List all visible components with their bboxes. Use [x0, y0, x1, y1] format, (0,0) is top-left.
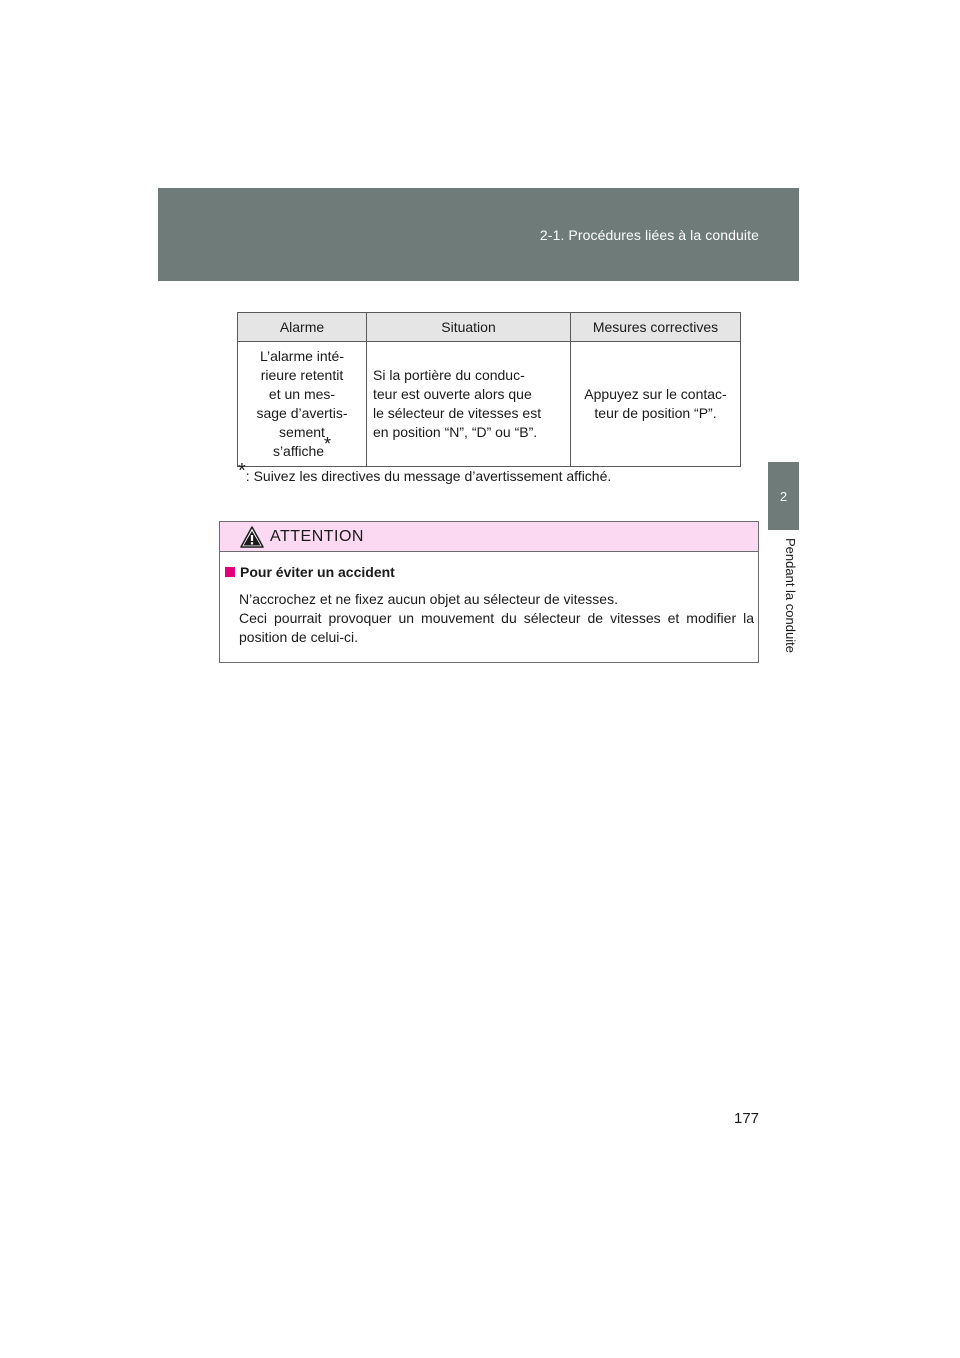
warning-title: ATTENTION — [270, 527, 364, 545]
warning-body — [220, 552, 758, 647]
cell-alarm — [238, 342, 367, 467]
situation-text: Si la portière du conduc- teur est ouverte alors que le sélecteur de vitesses est en position “N”, “D” ou “B”. — [373, 367, 542, 440]
warning-subtitle-row — [225, 564, 754, 580]
footnote — [238, 460, 612, 484]
alarm-table — [237, 312, 741, 467]
chapter-tab — [768, 462, 799, 530]
warning-subtitle: Pour éviter un accident — [240, 564, 395, 580]
footnote-marker: * — [324, 434, 332, 454]
page-number: 177 — [734, 1110, 760, 1127]
table-row — [238, 342, 741, 467]
column-header-alarm: Alarme — [238, 313, 367, 342]
cell-situation — [367, 342, 571, 467]
header-band — [158, 188, 799, 281]
cell-measure — [571, 342, 741, 467]
chapter-label: Pendant la conduite — [783, 538, 798, 653]
measure-text: Appuyez sur le contac- teur de position “P”. — [584, 386, 727, 421]
column-header-situation: Situation — [367, 313, 571, 342]
section-title: 2-1. Procédures liées à la conduite — [539, 227, 759, 243]
column-header-measures: Mesures correctives — [571, 313, 741, 342]
chapter-number: 2 — [779, 488, 788, 504]
warning-triangle-icon — [240, 526, 264, 548]
warning-text: N’accrochez et ne fixez aucun objet au sélecteur de vitesses. Ceci pourrait provoquer un mouvement du sélecteur de vitesses et modifier la position de celui-ci. — [239, 591, 754, 645]
warning-header — [220, 522, 758, 552]
warning-box — [219, 521, 759, 663]
square-bullet-icon — [225, 567, 235, 577]
footnote-star: * — [238, 460, 246, 482]
alarm-text: L’alarme inté- rieure retentit et un mes- sage d’avertis- sement s’affiche — [256, 348, 348, 459]
footnote-text: : Suivez les directives du message d’avertissement affiché. — [245, 468, 612, 484]
table-header-row — [238, 313, 741, 342]
